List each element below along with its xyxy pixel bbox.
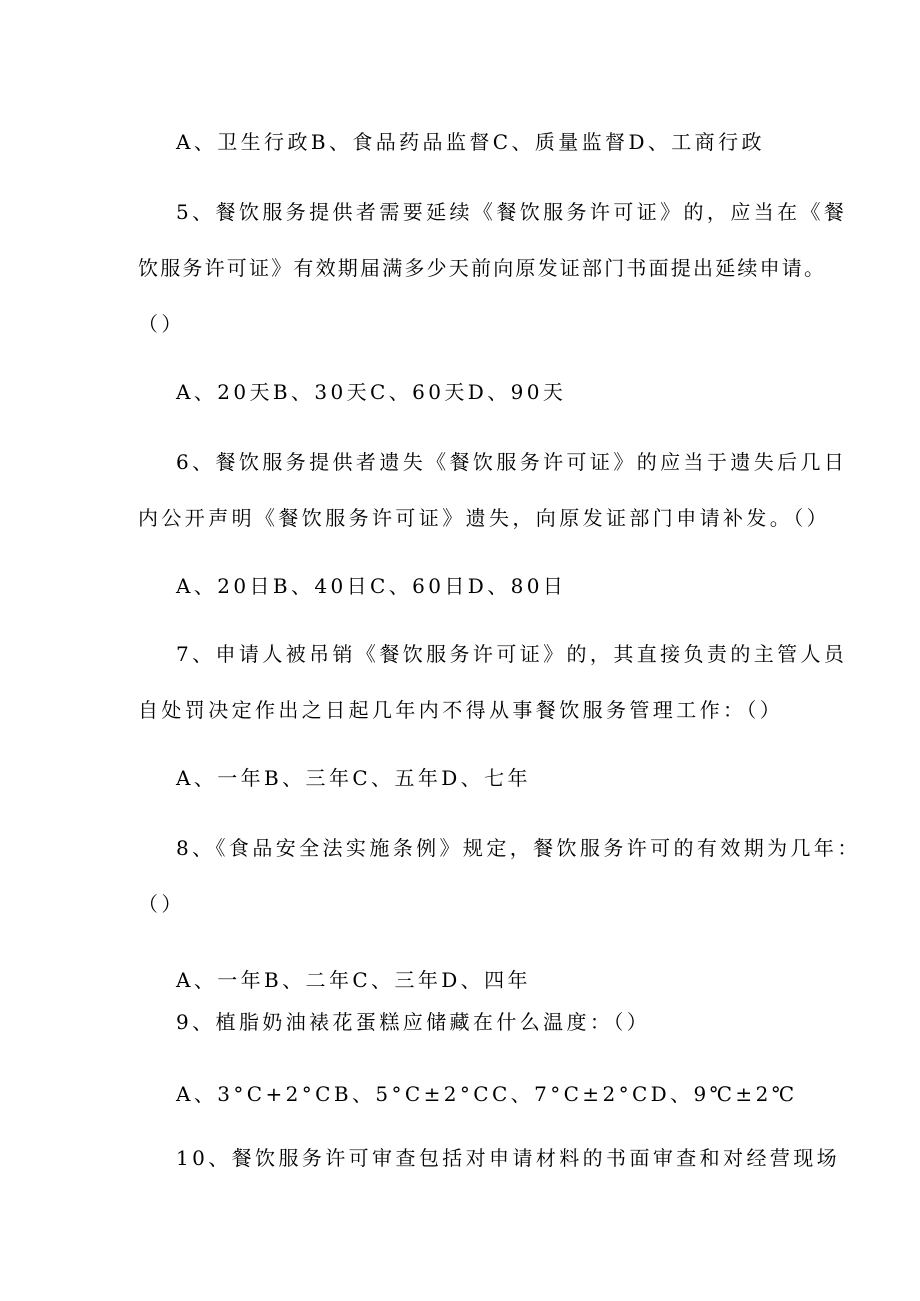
q5-options: A、20天B、30天C、60天D、90天 bbox=[176, 380, 567, 404]
q5-answer-blank: （） bbox=[138, 312, 185, 336]
q7-question-line-1: 7、申请人被吊销《餐饮服务许可证》的，其直接负责的主管人员 bbox=[176, 642, 848, 666]
q7-question-line-2: 自处罚决定作出之日起几年内不得从事餐饮服务管理工作：（） bbox=[138, 698, 784, 722]
q5-question-line-2: 饮服务许可证》有效期届满多少天前向原发证部门书面提出延续申请。 bbox=[138, 256, 827, 280]
q8-answer-blank: （） bbox=[138, 892, 185, 916]
q9-options: A、3°C+2°CB、5°C±2°CC、7°C±2°CD、9℃±2℃ bbox=[176, 1082, 798, 1106]
q7-options: A、一年B、三年C、五年D、七年 bbox=[176, 766, 531, 790]
q6-question-line-1: 6、餐饮服务提供者遗失《餐饮服务许可证》的应当于遗失后几日 bbox=[176, 450, 848, 474]
q8-options: A、一年B、二年C、三年D、四年 bbox=[176, 968, 531, 992]
q6-options: A、20日B、40日C、60日D、80日 bbox=[176, 574, 567, 598]
q8-question-line-1: 8、《食品安全法实施条例》规定，餐饮服务许可的有效期为几年： bbox=[176, 836, 861, 860]
q5-question-line-1: 5、餐饮服务提供者需要延续《餐饮服务许可证》的，应当在《餐 bbox=[176, 200, 848, 224]
q9-question: 9、植脂奶油裱花蛋糕应储藏在什么温度：（） bbox=[176, 1010, 651, 1034]
q4-options: A、卫生行政B、食品药品监督C、质量监督D、工商行政 bbox=[176, 130, 765, 154]
q6-question-line-2: 内公开声明《餐饮服务许可证》遗失，向原发证部门申请补发。（） bbox=[138, 506, 830, 530]
q10-question-line-1: 10、餐饮服务许可审查包括对申请材料的书面审查和对经营现场 bbox=[176, 1146, 841, 1170]
